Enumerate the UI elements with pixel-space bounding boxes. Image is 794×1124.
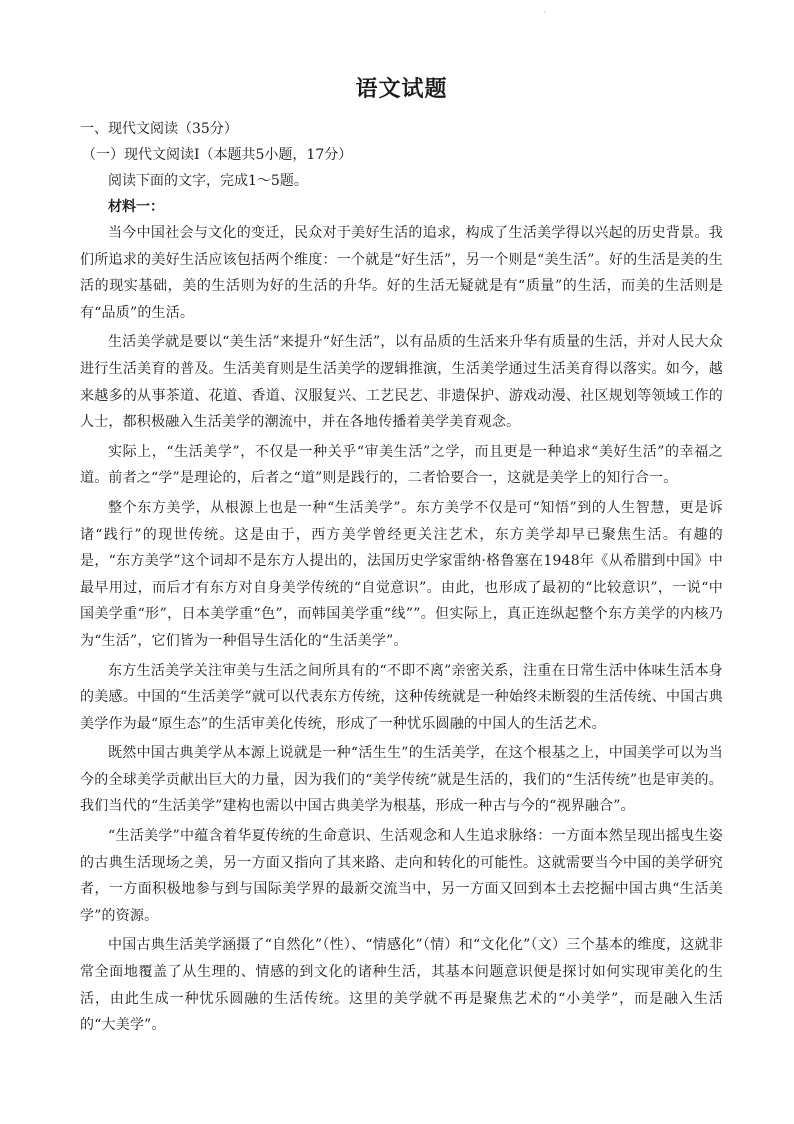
paragraph-2: 生活美学就是要以“美生活”来提升“好生活”，以有品质的生活来升华有质量的生活，并对人民大众进行生活美育的普及。生活美育则是生活美学的逻辑推演，生活美学通过生活美育得以落实。如今，越来越多的从事茶道、花道、香道、汉服复兴、工艺民艺、非遗保护、游戏动漫、社区规划等领域工作的人士，都积极融入生活美学的潮流中，并在各地传播着美学美育观念。: [80, 334, 723, 431]
paragraph-1: 当今中国社会与文化的变迁，民众对于美好生活的追求，构成了生活美学得以兴起的历史背景。我们所追求的美好生活应该包括两个维度：一个就是“好生活”，另一个则是“美生活”。好的生活是美的生活的现实基础，美的生活则为好的生活的升华。好的生活无疑就是有“质量”的生活，而美的生活则是有“品质”的生活。: [80, 225, 723, 321]
paragraph-7: “生活美学”中蕴含着华夏传统的生命意识、生活观念和人生追求脉络：一方面本然呈现出摇曳生姿的古典生活现场之美，另一方面又指向了其来路、走向和转化的可能性。这就需要当今中国的美学研究者，一方面积极地参与到与国际美学界的最新交流当中，另一方面又回到本土去挖掘中国古典“生活美学”的资源。: [80, 828, 723, 924]
paragraph-6: 既然中国古典美学从本源上说就是一种“活生生”的生活美学，在这个根基之上，中国美学可以为当今的全球美学贡献出巨大的力量，因为我们的“美学传统”就是生活的，我们的“生活传统”也是审美的。我们当代的“生活美学”建构也需以中国古典美学为根基，形成一种古与今的“视界融合”。: [80, 745, 723, 815]
section-heading: 一、现代文阅读（35分）: [80, 121, 238, 137]
paragraph-8: 中国古典生活美学涵摄了“自然化”（性）、“情感化”（情）和“文化化”（文）三个基本的维度，这就非常全面地覆盖了从生理的、情感的到文化的诸种生活，其基本问题意识便是探讨如何实现审美化的生活，由此生成一种忧乐圆融的生活传统。这里的美学就不再是聚焦艺术的“小美学”，而是融入生活的“大美学”。: [80, 937, 723, 1034]
paragraph-5: 东方生活美学关注审美与生活之间所具有的“不即不离”亲密关系，注重在日常生活中体味生活本身的美感。中国的“生活美学”就可以代表东方传统，这种传统就是一种始终未断裂的生活传统、中国古典美学作为最“原生态”的生活审美化传统，形成了一种忧乐圆融的中国人的生活艺术。: [80, 662, 723, 732]
paragraph-3: 实际上，“生活美学”，不仅是一种关乎“审美生活”之学，而且更是一种追求“美好生活”的幸福之道。前者之“学”是理论的，后者之“道”则是践行的，二者恰要合一，这就是美学上的知行合一。: [80, 443, 723, 487]
header-mark: ·: [543, 8, 546, 17]
material-label: 材料一：: [108, 199, 164, 215]
reading-instruction: 阅读下面的文字，完成1～5题。: [108, 173, 308, 189]
page-title: 语文试题: [355, 77, 448, 102]
paragraph-4: 整个东方美学，从根源上也是一种“生活美学”。东方美学不仅是可“知悟”到的人生智慧，更是诉诸“践行”的现世传统。这是由于，西方美学曾经更关注艺术，东方美学却早已聚焦生活。有趣的是，“东方美学”这个词却不是东方人提出的，法国历史学家雷纳·格鲁塞在1948年《从希腊到中国》中最早用过，而后才有东方对自身美学传统的“自觉意识”。由此，也形成了最初的“比较意识”，一说“中国美学重“形”，日本美学重“色”，而韩国美学重“线””。但实际上，真正连纵起整个东方美学的内核乃为“生活”，它们皆为一种倡导生活化的“生活美学”。: [80, 499, 723, 649]
subsection-heading: （一）现代文阅读Ⅰ（本题共5小题，17分）: [82, 147, 353, 163]
exam-page: [80, 70, 723, 1042]
